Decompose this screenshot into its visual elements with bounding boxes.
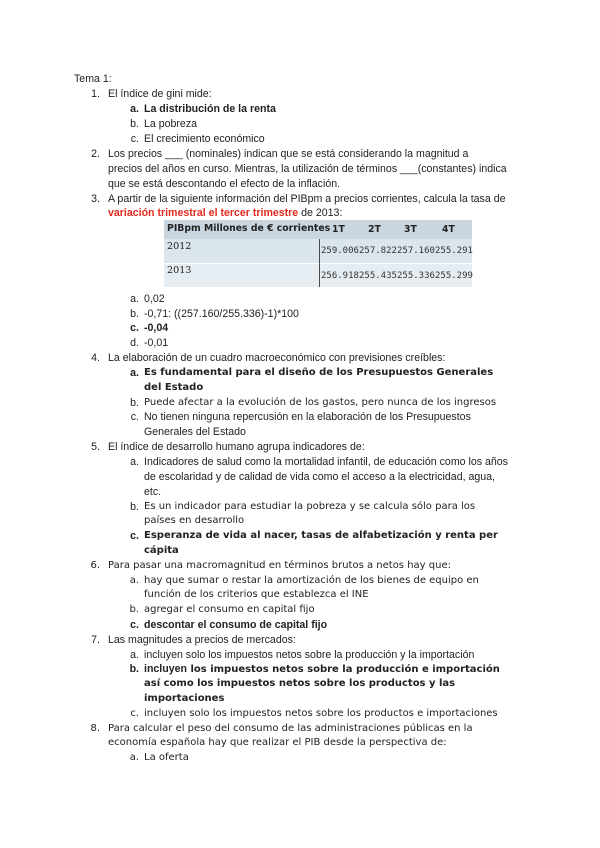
option-letter: d.	[130, 337, 139, 349]
option-text: así como los impuestos netos sobre los productos y las	[144, 678, 456, 689]
option-text: La oferta	[144, 752, 189, 763]
question-text: que se está descontando el efecto de la inflación.	[108, 178, 341, 190]
option-text: No tienen ninguna repercusión en la elaboración de los Presupuestos	[144, 411, 471, 423]
table-header-label: PIBpm Millones de € corrientes	[167, 223, 331, 234]
table-row-year: 2012	[167, 241, 192, 252]
question-text: Para calcular el peso del consumo de las administraciones públicas en la	[108, 723, 473, 734]
option-text: Esperanza de vida al nacer, tasas de alfabetización y renta per	[144, 530, 498, 541]
question-number: 3.	[91, 193, 100, 205]
option-text: hay que sumar o restar la amortización de los bienes de equipo en	[144, 575, 479, 586]
question-text: precios del años en curso. Mientras, la utilización de términos ___(constantes) indica	[108, 163, 507, 175]
option-letter: a.	[130, 367, 139, 379]
question-text: El índice de desarrollo humano agrupa indicadores de:	[108, 441, 365, 453]
option-letter: c.	[130, 708, 139, 719]
table-cell: 255.336	[397, 271, 435, 281]
option-text: descontar el consumo de capital fijo	[144, 619, 328, 631]
question-number: 1.	[91, 88, 100, 100]
option-text: -0,01	[144, 337, 169, 349]
option-letter: b.	[129, 663, 139, 675]
option-letter: a.	[130, 293, 139, 305]
option-letter: b.	[130, 501, 139, 513]
table-cell: 256.918	[321, 271, 359, 281]
option-letter: c.	[130, 133, 139, 145]
option-letter: c.	[130, 411, 139, 423]
option-text: incluyen los impuestos netos sobre la producción e importación	[144, 663, 500, 675]
document-title: Tema 1:	[74, 73, 112, 85]
option-text: La pobreza	[144, 118, 198, 130]
option-letter: c.	[130, 530, 139, 542]
option-text: países en desarrollo	[144, 515, 245, 526]
question-number: 6.	[90, 560, 100, 571]
question-text: Para pasar una macromagnitud en términos brutos a netos hay que:	[108, 560, 451, 571]
question-text: La elaboración de un cuadro macroeconómico con previsiones creíbles:	[108, 352, 446, 364]
highlighted-text: variación trimestral el tercer trimestre	[108, 207, 299, 219]
option-text: incluyen solo los impuestos netos sobre la producción y la importación	[144, 649, 475, 661]
option-letter: a.	[130, 456, 139, 468]
option-text: agregar el consumo en capital fijo	[144, 604, 315, 615]
option-letter: a.	[130, 649, 139, 661]
table-cell: 255.299	[435, 271, 473, 281]
option-text: de escolaridad y de calidad de vida como el acceso a la electricidad, agua,	[144, 471, 495, 483]
option-text: La distribución de la renta	[144, 103, 276, 115]
table-col-header: 4T	[442, 224, 455, 235]
option-text: función de los criterios que establezca el INE	[144, 589, 369, 600]
question-text: variación trimestral el tercer trimestre de 2013:	[108, 207, 343, 219]
question-text: economía española hay que realizar el PIB desde la perspectiva de:	[108, 737, 447, 748]
question-text: Las magnitudes a precios de mercados:	[108, 634, 296, 646]
table-col-header: 2T	[368, 224, 381, 235]
option-letter: b.	[129, 604, 139, 615]
option-text: -0,04	[144, 322, 169, 334]
question-number: 4.	[91, 352, 100, 364]
option-text: incluyen solo los impuestos netos sobre los productos e importaciones	[144, 708, 498, 719]
table-cell: 255.291	[435, 246, 473, 256]
question-text: A partir de la siguiente información del PIBpm a precios corrientes, calcula la tasa de	[108, 193, 506, 205]
table-cell: 257.822	[359, 246, 397, 256]
option-letter: c.	[130, 619, 139, 631]
table-cell: 259.006	[321, 246, 359, 256]
question-number: 5.	[91, 441, 100, 453]
question-text: Los precios ___ (nominales) indican que se está considerando la magnitud a	[108, 148, 469, 160]
option-text: 0,02	[144, 293, 165, 305]
option-text: -0,71: ((257.160/255.336)-1)*100	[144, 308, 299, 320]
table-cell: 257.160	[397, 246, 435, 256]
table-row-year: 2013	[167, 265, 192, 276]
option-letter: b.	[130, 397, 139, 409]
question-number: 8.	[90, 723, 100, 734]
option-letter: b.	[130, 308, 139, 320]
option-text: Indicadores de salud como la mortalidad infantil, de educación como los años	[144, 456, 508, 468]
question-number: 2.	[91, 148, 100, 160]
option-text: etc.	[144, 486, 162, 498]
option-text: importaciones	[144, 693, 225, 704]
option-text: Generales del Estado	[144, 426, 246, 438]
table-col-header: 1T	[332, 224, 345, 235]
option-text: El crecimiento económico	[144, 133, 265, 145]
question-number: 7.	[91, 634, 100, 646]
option-text: cápita	[144, 545, 179, 556]
option-text: Es un indicador para estudiar la pobreza y se calcula sólo para los	[144, 501, 476, 512]
option-letter: a.	[129, 575, 139, 586]
option-letter: a.	[129, 752, 139, 763]
pib-table	[164, 220, 472, 287]
table-cell: 255.435	[359, 271, 397, 281]
option-letter: a.	[130, 103, 139, 115]
option-letter: b.	[130, 118, 139, 130]
option-letter: c.	[130, 322, 139, 334]
column-divider	[319, 239, 320, 287]
table-col-header: 3T	[404, 224, 417, 235]
option-text: Puede afectar a la evolución de los gastos, pero nunca de los ingresos	[144, 397, 497, 408]
option-text: del Estado	[144, 382, 204, 393]
question-text: El índice de gini mide:	[108, 88, 212, 100]
option-text: Es fundamental para el diseño de los Presupuestos Generales	[144, 367, 494, 378]
